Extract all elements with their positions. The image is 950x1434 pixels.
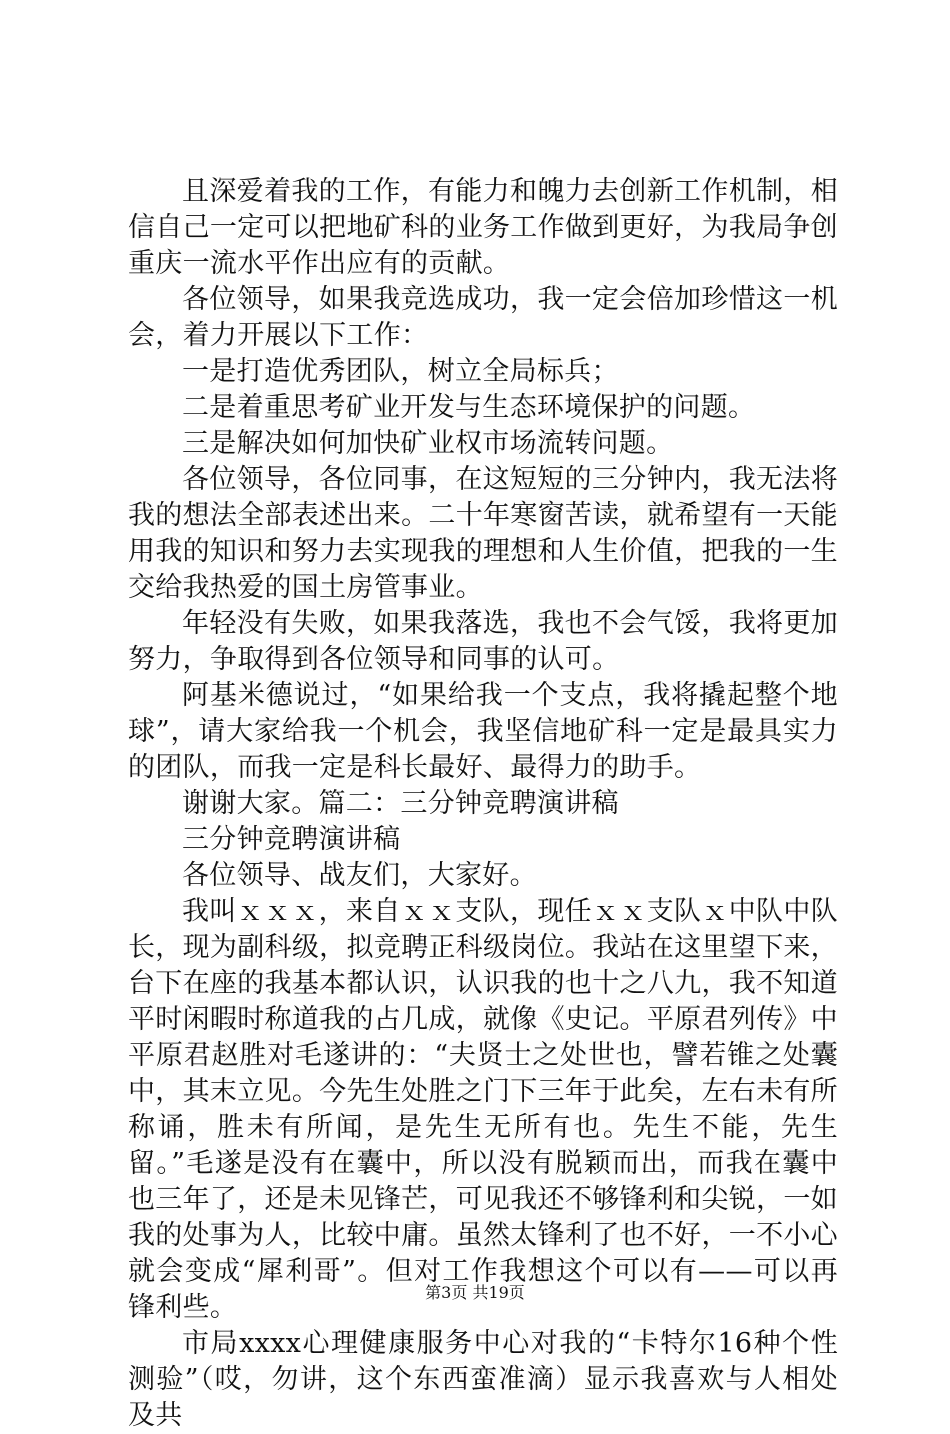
- paragraph: 各位领导，各位同事，在这短短的三分钟内，我无法将我的想法全部表述出来。二十年寒窗苦读，就希望有一天能用我的知识和努力去实现我的理想和人生价值，把我的一生交给我热爱的国土房管事业。: [128, 464, 838, 603]
- paragraph: 阿基米德说过，“如果给我一个支点，我将撬起整个地球”，请大家给我一个机会，我坚信地矿科一定是最具实力的团队，而我一定是科长最好、最得力的助手。: [128, 680, 838, 783]
- paragraph: 年轻没有失败，如果我落选，我也不会气馁，我将更加努力，争取得到各位领导和同事的认可。: [128, 608, 838, 675]
- paragraph: 三是解决如何加快矿业权市场流转问题。: [182, 428, 674, 459]
- page-footer: [0, 1280, 950, 1303]
- paragraph: 市局xxxx心理健康服务中心对我的“卡特尔16种个性测验”（哎，勿讲，这个东西蛮准滴）显示我喜欢与人相处及共: [128, 1328, 838, 1431]
- paragraph: 且深爱着我的工作，有能力和魄力去创新工作机制，相信自己一定可以把地矿科的业务工作做到更好，为我局争创重庆一流水平作出应有的贡献。: [128, 176, 838, 279]
- paragraph: 我叫ｘｘｘ，来自ｘｘ支队，现任ｘｘ支队ｘ中队中队长，现为副科级，拟竞聘正科级岗位。我站在这里望下来，台下在座的我基本都认识，认识我的也十之八九，我不知道平时闲暇时称道我的占几成，就像《史记。平原君列传》中平原君赵胜对毛遂讲的：“夫贤士之处世也，譬若锥之处囊中，其末立见。今先生处胜之门下三年于此矣，左右未有所称诵，胜未有所闻，是先生无所有也。先生不能，先生留。”毛遂是没有在囊中，所以没有脱颖而出，而我在囊中也三年了，还是未见锋芒，可见我还不够锋利和尖锐，一如我的处事为人，比较中庸。虽然太锋利了也不好，一不小心就会变成“犀利哥”。但对工作我想这个可以有——可以再锋利些。: [128, 896, 838, 1323]
- paragraph: 二是着重思考矿业开发与生态环境保护的问题。: [182, 392, 756, 423]
- paragraph: 三分钟竞聘演讲稿: [182, 824, 401, 855]
- paragraph: 各位领导，如果我竞选成功，我一定会倍加珍惜这一机会，着力开展以下工作：: [128, 284, 838, 351]
- paragraph: 一是打造优秀团队，树立全局标兵；: [182, 356, 619, 387]
- paragraph: 各位领导、战友们，大家好。: [182, 860, 537, 891]
- document-body: [128, 174, 838, 1434]
- page-number-label: 第3页 共19页: [425, 1283, 525, 1302]
- paragraph: 谢谢大家。篇二：三分钟竞聘演讲稿: [182, 788, 619, 819]
